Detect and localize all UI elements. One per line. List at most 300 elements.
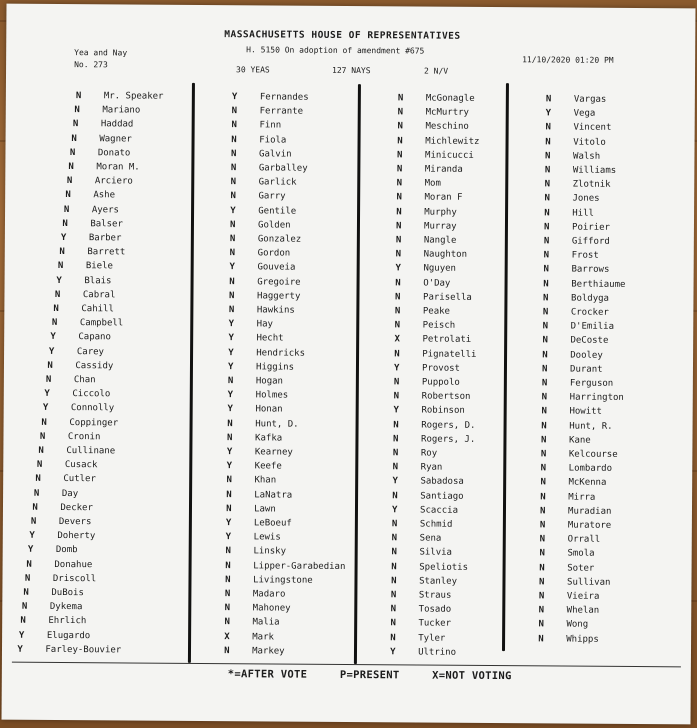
vote-row xyxy=(543,306,609,318)
vote-mark: N xyxy=(226,489,232,500)
vote-row xyxy=(541,463,612,475)
vote-row xyxy=(396,249,467,261)
vote-mark: N xyxy=(226,503,232,514)
vote-mark: Y xyxy=(48,346,55,357)
vote-mark: N xyxy=(396,178,403,189)
vote-row xyxy=(542,392,624,405)
vote-row xyxy=(541,420,612,432)
member-name: Fiola xyxy=(259,134,287,146)
member-name: Walsh xyxy=(573,151,601,162)
vote-mark: Y xyxy=(226,447,233,458)
vote-mark: N xyxy=(228,305,235,316)
member-name: Cassidy xyxy=(75,360,114,372)
vote-mark: N xyxy=(66,176,73,187)
member-name: Straus xyxy=(418,590,452,601)
legend xyxy=(228,668,538,682)
column-divider xyxy=(502,83,509,651)
member-name: Cusack xyxy=(64,460,98,471)
vote-row xyxy=(229,262,295,274)
vote-mark: N xyxy=(545,151,551,162)
vote-mark: Y xyxy=(44,389,50,400)
member-name: Sullivan xyxy=(567,577,611,588)
vote-mark: N xyxy=(540,477,546,488)
vote-mark: Y xyxy=(228,319,235,330)
member-name: Fernandes xyxy=(259,92,309,103)
vote-mark: N xyxy=(230,191,236,202)
vote-row xyxy=(43,402,114,414)
member-name: Provost xyxy=(422,363,461,374)
vote-mark: N xyxy=(74,105,80,116)
roll-call-sheet xyxy=(2,4,696,725)
vote-row xyxy=(64,204,119,216)
vote-mark: Y xyxy=(392,476,398,487)
vote-mark: Y xyxy=(395,263,401,274)
yeas-count: 30 YEAS xyxy=(236,65,270,75)
vote-row xyxy=(62,218,123,230)
vote-row xyxy=(394,362,460,374)
vote-mark: N xyxy=(391,533,398,544)
member-name: Berthiaume xyxy=(571,279,626,290)
vote-mark: N xyxy=(229,248,236,259)
vote-mark: N xyxy=(540,449,547,460)
member-name: Ashe xyxy=(93,190,116,201)
vote-mark: N xyxy=(24,573,31,584)
member-name: LaNatra xyxy=(254,489,293,501)
not-voting-count: 2 N/V xyxy=(424,66,449,76)
vote-mark: N xyxy=(229,276,235,287)
member-name: Sena xyxy=(419,533,442,544)
member-name: Jones xyxy=(572,193,600,205)
vote-mark: N xyxy=(539,548,545,559)
member-name: Capano xyxy=(78,332,111,343)
vote-row xyxy=(226,531,281,543)
vote-mark: N xyxy=(394,320,401,331)
vote-row xyxy=(230,205,296,217)
vote-mark: N xyxy=(68,162,74,173)
member-name: Harrington xyxy=(569,392,624,404)
member-name: Durant xyxy=(570,364,603,375)
member-name: Hawkins xyxy=(256,305,295,316)
vote-row xyxy=(68,161,139,173)
vote-mark: N xyxy=(41,417,47,428)
vote-row xyxy=(25,573,96,585)
vote-row xyxy=(226,489,292,501)
vote-mark: N xyxy=(229,234,236,245)
member-name: Pignatelli xyxy=(422,349,477,360)
member-name: Gouveia xyxy=(257,262,296,274)
vote-row xyxy=(390,618,451,630)
vote-mark: N xyxy=(227,432,233,443)
member-name: Muradian xyxy=(568,506,612,517)
footer-rule xyxy=(12,662,681,668)
member-name: Vincent xyxy=(573,122,612,134)
member-name: Dykema xyxy=(49,602,83,613)
member-name: Zlotnik xyxy=(572,179,611,191)
member-name: Gordon xyxy=(257,248,291,259)
vote-mark: N xyxy=(226,475,232,486)
vote-row xyxy=(546,108,596,120)
vote-mark: Y xyxy=(225,518,232,529)
vote-mark: N xyxy=(542,335,548,346)
member-name: Hill xyxy=(572,208,594,219)
vote-row xyxy=(31,516,92,528)
vote-row xyxy=(41,416,118,429)
member-name: Donahue xyxy=(54,559,93,570)
vote-row xyxy=(34,487,78,499)
member-name: Gregoire xyxy=(257,276,301,288)
member-name: Scaccia xyxy=(420,505,459,516)
member-name: Lipper-Garabedian xyxy=(253,560,346,572)
member-name: Miranda xyxy=(424,164,463,175)
vote-mark: N xyxy=(396,206,402,217)
vote-mark: N xyxy=(36,460,43,471)
vote-mark: N xyxy=(395,277,401,288)
member-name: O'Day xyxy=(423,278,451,289)
vote-mark: N xyxy=(395,249,402,260)
member-name: DeCoste xyxy=(570,335,609,347)
vote-mark: N xyxy=(227,418,233,429)
member-name: Tyler xyxy=(418,633,446,644)
member-name: Kelcourse xyxy=(568,449,618,460)
vote-row xyxy=(545,150,600,162)
member-name: Arciero xyxy=(94,176,133,187)
member-name: Livingstone xyxy=(253,575,313,586)
vote-row xyxy=(543,321,614,333)
vote-row xyxy=(543,264,609,276)
vote-mark: Y xyxy=(228,361,234,372)
vote-row xyxy=(227,404,282,416)
member-name: Vega xyxy=(573,108,596,119)
vote-mark: N xyxy=(53,303,59,314)
vote-mark: Y xyxy=(42,403,49,414)
vote-mark: N xyxy=(231,106,238,117)
vote-row xyxy=(393,447,437,459)
member-name: Holmes xyxy=(255,390,289,401)
vote-row xyxy=(394,334,471,347)
member-name: Decker xyxy=(60,502,93,514)
vote-row xyxy=(391,589,452,601)
member-name: LeBoeuf xyxy=(253,518,292,529)
member-name: Mirra xyxy=(568,492,596,503)
vote-mark: N xyxy=(539,577,545,588)
vote-mark: N xyxy=(543,236,550,247)
member-name: Barber xyxy=(88,233,122,244)
legend-not-voting: X=NOT VOTING xyxy=(432,669,512,683)
vote-mark: N xyxy=(545,136,551,147)
vote-mark: N xyxy=(30,516,37,527)
vote-row xyxy=(37,459,98,471)
vote-mark: N xyxy=(75,91,82,102)
vote-row xyxy=(228,389,289,401)
legend-after-vote: *=AFTER VOTE xyxy=(227,668,308,681)
member-name: Higgins xyxy=(256,362,295,373)
member-name: Robinson xyxy=(421,405,465,417)
vote-row xyxy=(541,448,618,461)
vote-mark: N xyxy=(541,406,547,417)
member-name: Silvia xyxy=(419,547,453,559)
member-name: Murray xyxy=(424,221,457,232)
vote-mark: N xyxy=(541,392,548,403)
vote-row xyxy=(17,643,121,656)
vote-row xyxy=(19,629,90,641)
vote-mark: N xyxy=(38,445,44,456)
vote-row xyxy=(74,104,140,116)
vote-row xyxy=(396,192,462,204)
vote-mark: N xyxy=(71,133,77,144)
vote-mark: N xyxy=(396,221,402,232)
vote-row xyxy=(542,349,603,361)
vote-row xyxy=(224,617,279,629)
vote-mark: N xyxy=(391,519,398,530)
member-name: Cahill xyxy=(81,304,114,315)
vote-row xyxy=(38,445,115,458)
vote-row xyxy=(229,304,295,316)
member-name: Naughton xyxy=(423,249,468,261)
member-name: Smola xyxy=(567,548,595,560)
vote-row xyxy=(394,348,476,361)
vote-mark: N xyxy=(224,603,231,614)
vote-row xyxy=(226,503,276,515)
vote-row xyxy=(23,587,84,599)
member-name: Haggerty xyxy=(257,291,301,302)
vote-row xyxy=(395,263,456,275)
vote-mark: X xyxy=(224,631,230,642)
member-name: Michlewitz xyxy=(425,136,480,147)
vote-row xyxy=(392,518,453,530)
vote-mark: Y xyxy=(228,333,234,344)
vote-row xyxy=(46,374,96,386)
nays-count: 127 NAYS xyxy=(332,65,371,76)
vote-mark: N xyxy=(39,431,46,442)
vote-mark: N xyxy=(23,587,29,598)
member-name: Galvin xyxy=(259,149,292,160)
roll-call-number: No. 273 xyxy=(74,60,108,70)
vote-row xyxy=(393,405,464,417)
member-name: Schmid xyxy=(419,519,453,530)
column-divider xyxy=(354,84,361,664)
vote-row xyxy=(73,118,134,130)
vote-mark: N xyxy=(390,632,396,643)
vote-mark: N xyxy=(539,562,545,573)
vote-row xyxy=(230,219,291,231)
vote-mark: N xyxy=(397,150,403,161)
legend-present: P=PRESENT xyxy=(339,668,400,682)
member-name: Ryan xyxy=(420,462,443,473)
vote-mark: Y xyxy=(226,461,233,472)
vote-mark: Y xyxy=(231,92,238,103)
vote-row xyxy=(391,575,457,587)
member-name: Santiago xyxy=(420,491,464,502)
vote-mark: Y xyxy=(390,647,396,658)
vote-row xyxy=(29,530,95,542)
member-name: Malia xyxy=(252,617,280,628)
member-name: Peake xyxy=(422,306,450,317)
vote-mark: N xyxy=(541,378,548,389)
vote-mark: N xyxy=(540,506,546,517)
vote-mark: N xyxy=(391,576,397,587)
member-name: Kearney xyxy=(254,447,293,458)
member-name: Gifford xyxy=(571,236,610,247)
vote-mark: N xyxy=(230,219,236,231)
member-name: Kafka xyxy=(255,433,283,444)
vote-mark: Y xyxy=(29,530,35,542)
member-name: Linsky xyxy=(253,546,287,557)
member-name: Ferguson xyxy=(569,378,614,389)
vote-mark: N xyxy=(225,546,231,557)
vote-mark: Y xyxy=(229,262,235,273)
vote-row xyxy=(398,92,475,105)
vote-row xyxy=(545,164,616,176)
member-name: Barrett xyxy=(87,247,126,258)
member-name: Roy xyxy=(420,448,438,459)
column-divider xyxy=(188,83,195,663)
vote-mark: N xyxy=(72,119,79,130)
vote-mark: N xyxy=(544,193,550,204)
vote-row xyxy=(391,547,452,559)
member-name: Whipps xyxy=(566,634,599,645)
member-name: Whelan xyxy=(566,605,600,616)
vote-mark: N xyxy=(65,190,71,201)
member-name: Lombardo xyxy=(568,463,613,475)
vote-row xyxy=(393,433,475,446)
member-name: Domb xyxy=(55,545,78,556)
vote-row xyxy=(229,290,300,302)
vote-mark: N xyxy=(397,93,404,104)
member-name: Gentile xyxy=(258,205,297,217)
vote-mark: N xyxy=(396,164,403,175)
member-name: Carey xyxy=(76,346,105,357)
member-name: Poirier xyxy=(572,222,611,233)
vote-row xyxy=(542,335,608,347)
vote-mark: N xyxy=(394,348,400,359)
vote-row xyxy=(544,235,610,247)
vote-row xyxy=(397,149,474,162)
vote-row xyxy=(542,377,613,389)
member-name: Lawn xyxy=(254,504,276,515)
vote-row xyxy=(541,406,602,418)
vote-row xyxy=(231,120,281,132)
member-name: Frost xyxy=(571,250,599,261)
member-name: Hecht xyxy=(256,333,284,344)
vote-row xyxy=(26,558,92,570)
member-name: McKenna xyxy=(568,477,607,489)
bill-subtitle: H. 5150 On adoption of amendment #675 xyxy=(246,45,425,56)
vote-row xyxy=(540,491,595,503)
member-name: Coppinger xyxy=(69,417,119,428)
vote-mark: N xyxy=(224,645,230,656)
vote-row xyxy=(228,347,305,360)
vote-row xyxy=(395,320,456,332)
member-name: Mariano xyxy=(102,105,141,116)
member-name: Tucker xyxy=(418,618,452,630)
member-name: Mahoney xyxy=(252,603,291,614)
vote-mark: N xyxy=(47,360,53,371)
member-name: Cabral xyxy=(82,289,116,301)
vote-mark: N xyxy=(544,222,550,233)
vote-mark: N xyxy=(51,318,58,329)
vote-row xyxy=(397,121,468,133)
vote-row xyxy=(52,317,123,329)
vote-mark: N xyxy=(541,420,547,431)
member-name: Vargas xyxy=(573,94,607,105)
vote-mark: N xyxy=(544,165,551,176)
vote-mark: N xyxy=(544,179,551,190)
vote-mark: N xyxy=(392,490,398,501)
vote-row xyxy=(56,275,111,287)
vote-row xyxy=(28,544,78,556)
member-name: Moran M. xyxy=(96,162,140,173)
member-name: Minicucci xyxy=(425,150,474,161)
vote-mark: N xyxy=(396,192,402,203)
member-name: Cutler xyxy=(63,474,96,485)
member-name: Mark xyxy=(252,631,275,643)
vote-mark: N xyxy=(392,462,399,473)
vote-mark: N xyxy=(54,289,61,300)
member-name: Balser xyxy=(90,218,123,230)
vote-row xyxy=(539,605,600,617)
vote-mark: N xyxy=(542,307,549,318)
member-name: Murphy xyxy=(424,207,457,218)
vote-row xyxy=(397,178,441,190)
member-name: Ultrino xyxy=(418,647,457,658)
member-name: Elugardo xyxy=(46,630,91,641)
member-name: Golden xyxy=(258,220,291,231)
vote-row xyxy=(227,446,293,458)
vote-mark: N xyxy=(542,364,548,375)
vote-row xyxy=(395,305,450,317)
vote-mark: N xyxy=(541,435,547,446)
vote-mark: Y xyxy=(228,347,234,358)
vote-row xyxy=(538,619,588,631)
vote-row xyxy=(544,193,599,205)
vote-row xyxy=(393,461,443,473)
vote-row xyxy=(49,346,104,358)
vote-row xyxy=(392,490,463,502)
vote-mark: N xyxy=(542,349,548,360)
yea-nay-label: Yea and Nay xyxy=(74,48,128,58)
vote-row xyxy=(546,93,607,105)
vote-datetime: 11/10/2020 01:20 PM xyxy=(522,55,614,65)
vote-row xyxy=(540,477,606,489)
vote-mark: N xyxy=(540,463,547,474)
vote-row xyxy=(393,419,475,432)
vote-row xyxy=(544,250,599,262)
vote-mark: N xyxy=(224,589,231,600)
vote-row xyxy=(50,331,111,343)
vote-mark: N xyxy=(544,207,550,218)
vote-mark: Y xyxy=(227,404,233,415)
member-name: Garlick xyxy=(258,177,297,188)
vote-mark: N xyxy=(540,491,546,502)
member-name: Peisch xyxy=(422,320,456,331)
vote-row xyxy=(545,122,611,134)
vote-row xyxy=(545,179,611,191)
vote-row xyxy=(22,601,83,613)
vote-mark: Y xyxy=(225,532,232,543)
vote-mark: N xyxy=(231,120,237,131)
member-name: Campbell xyxy=(79,318,124,329)
vote-mark: N xyxy=(69,147,76,158)
vote-mark: N xyxy=(227,376,234,387)
vote-mark: N xyxy=(62,218,68,229)
member-name: Moran F xyxy=(424,192,463,204)
vote-mark: N xyxy=(542,321,549,332)
member-name: Nangle xyxy=(423,235,457,246)
vote-row xyxy=(391,561,468,574)
vote-mark: Y xyxy=(392,505,398,516)
member-name: Keefe xyxy=(254,461,282,472)
vote-mark: N xyxy=(230,177,237,188)
